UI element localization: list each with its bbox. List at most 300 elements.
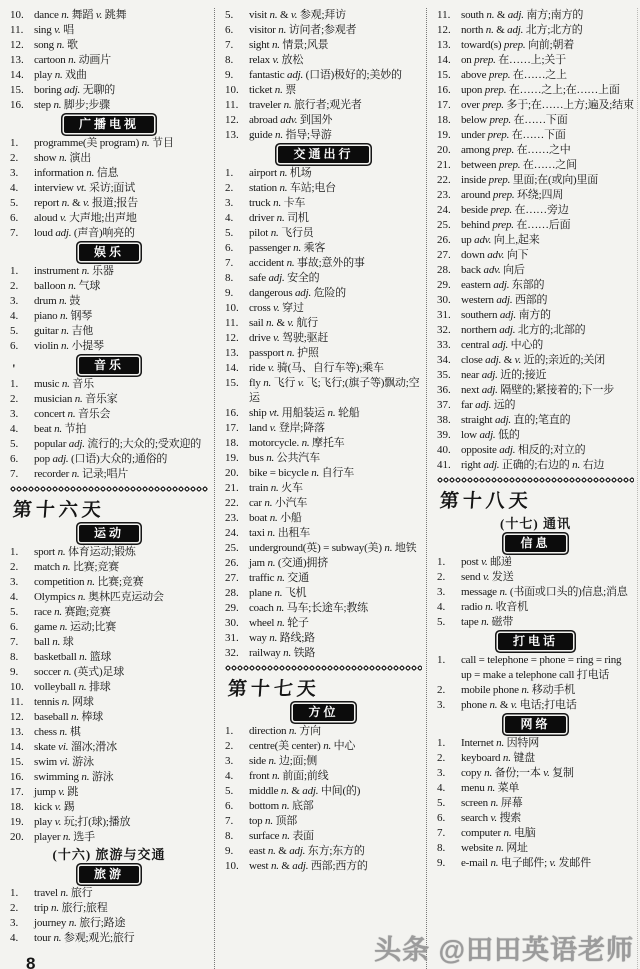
entry-number: 20. [225, 467, 239, 479]
entry-number: 5. [225, 785, 234, 797]
entry-number: 19. [225, 452, 239, 464]
vocab-list [10, 886, 208, 946]
vocab-list [10, 377, 208, 482]
vocab-entry: 8. basketball n. 篮球 [10, 651, 112, 663]
vocab-entry: 6. visitor n. 访问者;参观者 [225, 24, 357, 36]
vocab-entry: 6. violin n. 小提琴 [10, 340, 104, 352]
section-header-row [437, 716, 634, 733]
vocab-entry: 23. boat n. 小船 [225, 512, 302, 524]
vocab-entry: 6. search v. 搜索 [437, 812, 522, 824]
entry-number: 3. [225, 197, 234, 209]
entry-number: 9. [225, 69, 234, 81]
wavy-divider [225, 665, 422, 671]
vocab-entry: 3. information n. 信息 [10, 167, 119, 179]
entry-number: 3. [225, 755, 234, 767]
section-header-row [10, 866, 208, 883]
vocab-entry: 2. keyboard n. 键盘 [437, 752, 535, 764]
vocab-list [10, 136, 208, 241]
entry-number: 5. [10, 197, 19, 209]
section-header-row [225, 146, 422, 163]
vocab-entry: 9. fantastic adj. (口语)极好的;美妙的 [225, 69, 402, 81]
vocab-entry: 15. fly n. 飞行 v. 飞;飞行;(旗子等)飘动;空运 [225, 377, 420, 404]
vocab-entry: 2. trip n. 旅行;旅程 [10, 902, 108, 914]
entry-number: 15. [437, 69, 451, 81]
vocab-entry: 1. travel n. 旅行 [10, 887, 93, 899]
vocab-entry: 7. accident n. 事故;意外的事 [225, 257, 365, 269]
section-badge: 方位 [293, 704, 353, 721]
section-header-row [10, 244, 208, 261]
entry-number: 1. [225, 167, 234, 179]
vocab-entry: 21. between prep. 在……之间 [437, 159, 577, 171]
section-badge: 娱乐 [79, 244, 139, 261]
entry-number: 9. [10, 666, 19, 678]
entry-number: 6. [10, 621, 19, 633]
vocab-entry: 18. below prep. 在……下面 [437, 114, 568, 126]
vocab-entry: 5. report n. & v. 报道;报告 [10, 197, 139, 209]
vocab-entry: 40. opposite adj. 相反的;对立的 [437, 444, 586, 456]
entry-number: 1. [437, 654, 446, 666]
vocab-entry: 22. inside prep. 里面;在(或向)里面 [437, 174, 599, 186]
entry-number: 3. [437, 767, 446, 779]
entry-number: 5. [10, 606, 19, 618]
vocab-entry: 3. side n. 边;面;侧 [225, 755, 318, 767]
section-badge: 打电话 [498, 633, 573, 650]
vocab-list [437, 8, 634, 473]
vocab-entry: 22. car n. 小汽车 [225, 497, 308, 509]
section-badge: 网络 [505, 716, 565, 733]
vocab-entry: 18. kick v. 踢 [10, 801, 75, 813]
vocab-entry: 21. train n. 火车 [225, 482, 303, 494]
vocab-entry: 24. beside prep. 在……旁边 [437, 204, 569, 216]
vocab-entry: 9. east n. & adj. 东方;东方的 [225, 845, 365, 857]
vocab-entry: 20. bike = bicycle n. 自行车 [225, 467, 355, 479]
entry-number: 23. [437, 189, 451, 201]
entry-number: 7. [10, 227, 19, 239]
vocab-list [225, 8, 422, 143]
entry-number: 6. [10, 212, 19, 224]
entry-number: 13. [225, 129, 239, 141]
entry-number: 6. [10, 453, 19, 465]
vocab-entry: 19. bus n. 公共汽车 [225, 452, 320, 464]
entry-number: 17. [10, 786, 24, 798]
entry-number: 5. [225, 9, 234, 21]
vocab-entry: 5. pilot n. 飞行员 [225, 227, 314, 239]
vocab-entry: 35. near adj. 近的;接近 [437, 369, 547, 381]
vocab-entry: 12. north n. & adj. 北方;北方的 [437, 24, 583, 36]
vocab-entry: 12. song n. 歌 [10, 39, 78, 51]
entry-number: 26. [225, 557, 239, 569]
vocab-entry: 12. baseball n. 棒球 [10, 711, 104, 723]
entry-number: 31. [437, 309, 451, 321]
vocab-entry: 25. behind prep. 在……后面 [437, 219, 571, 231]
vocab-entry: 17. jump v. 跳 [10, 786, 79, 798]
vocab-entry: 10. cross v. 穿过 [225, 302, 304, 314]
vocab-entry: 4. beat n. 节拍 [10, 423, 87, 435]
vocab-entry: 9. soccer n. (英式)足球 [10, 666, 125, 678]
vocab-entry: 6. aloud v. 大声地;出声地 [10, 212, 137, 224]
column-left [6, 8, 214, 969]
vocab-entry: 38. straight adj. 直的;笔直的 [437, 414, 571, 426]
vocab-entry: 32. railway n. 铁路 [225, 647, 316, 659]
vocab-entry: 5. middle n. & adj. 中间(的) [225, 785, 361, 797]
entry-number: 15. [10, 84, 24, 96]
entry-number: 7. [225, 257, 234, 269]
vocab-entry: 11. tennis n. 网球 [10, 696, 94, 708]
vocab-entry: 37. far adj. 远的 [437, 399, 516, 411]
vocab-entry: 30. wheel n. 轮子 [225, 617, 309, 629]
vocab-entry: 9. dangerous adj. 危险的 [225, 287, 346, 299]
vocab-entry: 5. popular adj. 流行的;大众的;受欢迎的 [10, 438, 202, 450]
vocab-entry: 13. passport n. 护照 [225, 347, 319, 359]
vocab-entry: 2. show n. 演出 [10, 152, 92, 164]
section-header-row [225, 704, 422, 721]
entry-number: 7. [10, 468, 19, 480]
vocab-entry: 9. e-mail n. 电子邮件; v. 发邮件 [437, 857, 591, 869]
vocab-entry: 5. guitar n. 吉他 [10, 325, 94, 337]
vocab-entry: 8. relax v. 放松 [225, 54, 304, 66]
vocab-entry: 5. visit n. & v. 参观;拜访 [225, 9, 346, 21]
vocab-entry: 17. over prep. 多于;在……上方;遍及;结束 [437, 99, 634, 111]
section-header-row [10, 116, 208, 133]
vocab-entry: 7. loud adj. (声音)响亮的 [10, 227, 135, 239]
entry-number: 14. [10, 69, 24, 81]
entry-number: 22. [225, 497, 239, 509]
section-header-row [437, 535, 634, 552]
sub-header: (十七) 通讯 [500, 516, 571, 531]
entry-number: 12. [10, 39, 24, 51]
entry-number: 16. [10, 99, 24, 111]
entry-number: 3. [10, 576, 19, 588]
vocab-entry: 12. drive v. 驾驶;驱赶 [225, 332, 329, 344]
page-number: 8 [26, 954, 36, 969]
entry-number: 13. [10, 726, 24, 738]
entry-number: 39. [437, 429, 451, 441]
vocab-entry: 7. top n. 顶部 [225, 815, 298, 827]
vocab-entry: 30. western adj. 西部的 [437, 294, 548, 306]
entry-number: 2. [10, 152, 19, 164]
vocab-list [437, 653, 634, 713]
vocab-entry: 6. pop adj. (口语)大众的;通俗的 [10, 453, 168, 465]
entry-number: 16. [437, 84, 451, 96]
section-header-row [10, 525, 208, 542]
vocab-entry: 6. passenger n. 乘客 [225, 242, 326, 254]
vocab-entry: 4. menu n. 菜单 [437, 782, 520, 794]
vocab-list [10, 264, 208, 354]
vocab-list [437, 736, 634, 871]
vocab-entry: 26. up adv. 向上,起来 [437, 234, 540, 246]
entry-number: 11. [10, 24, 24, 36]
vocab-entry: 25. underground(英) = subway(美) n. 地铁 [225, 542, 417, 554]
entry-number: 2. [10, 393, 19, 405]
vocab-entry: 7. recorder n. 记录;唱片 [10, 468, 129, 480]
vocab-entry: 11. south n. & adj. 南方;南方的 [437, 9, 584, 21]
vocab-entry: 39. low adj. 低的 [437, 429, 520, 441]
vocab-entry: 16. upon prep. 在……之上;在……上面 [437, 84, 620, 96]
entry-number: 10. [225, 84, 239, 96]
vocab-entry: 15. above prep. 在……之上 [437, 69, 567, 81]
vocab-entry: 13. toward(s) prep. 向前;朝着 [437, 39, 575, 51]
entry-number: 36. [437, 384, 451, 396]
vocab-entry: 1. programme(美 program) n. 节目 [10, 137, 174, 149]
vocab-list [225, 724, 422, 874]
entry-number: 6. [225, 800, 234, 812]
vocab-entry: 8. safe adj. 安全的 [225, 272, 320, 284]
entry-number: 40. [437, 444, 451, 456]
entry-number: 11. [225, 317, 239, 329]
vocab-entry: 2. balloon n. 气球 [10, 280, 101, 292]
vocab-entry: 3. competition n. 比赛;竞赛 [10, 576, 144, 588]
entry-number: 8. [225, 54, 234, 66]
vocab-entry: 26. jam n. (交通)拥挤 [225, 557, 329, 569]
vocab-entry: 8. website n. 网址 [437, 842, 528, 854]
entry-number: 3. [437, 586, 446, 598]
vocab-entry: 3. journey n. 旅行;路途 [10, 917, 126, 929]
entry-number: 6. [225, 242, 234, 254]
entry-number: 8. [225, 272, 234, 284]
vocab-entry: 3. truck n. 卡车 [225, 197, 306, 209]
stray-mark: ' [12, 361, 16, 376]
entry-number: 1. [10, 137, 19, 149]
vocab-list [437, 555, 634, 630]
entry-number: 28. [225, 587, 239, 599]
entry-number: 6. [437, 812, 446, 824]
entry-number: 5. [437, 797, 446, 809]
entry-number: 7. [437, 827, 446, 839]
entry-number: 2. [10, 280, 19, 292]
vocab-entry: 3. phone n. & v. 电话;打电话 [437, 699, 577, 711]
entry-number: 13. [437, 39, 451, 51]
entry-number: 10. [10, 681, 24, 693]
vocab-entry: 14. on prep. 在……上;关于 [437, 54, 566, 66]
entry-number: 21. [225, 482, 239, 494]
vocab-entry: 16. ship vt. 用船装运 n. 轮船 [225, 407, 360, 419]
section-badge: 信息 [505, 535, 565, 552]
entry-number: 10. [225, 302, 239, 314]
entry-number: 15. [225, 377, 239, 389]
day-header: 第十八天 [439, 491, 533, 512]
vocab-entry: 10. dance n. 舞蹈 v. 跳舞 [10, 9, 127, 21]
vocab-entry: 15. boring adj. 无聊的 [10, 84, 116, 96]
vocab-entry: 4. tour n. 参观;观光;旅行 [10, 932, 135, 944]
entry-number: 5. [225, 227, 234, 239]
entry-number: 9. [225, 845, 234, 857]
vocab-entry: 4. driver n. 司机 [225, 212, 309, 224]
vocab-entry: 2. mobile phone n. 移动手机 [437, 684, 575, 696]
vocab-entry: 4. Olympics n. 奥林匹克运动会 [10, 591, 164, 603]
vocab-entry: 19. play v. 玩;打(球);播放 [10, 816, 131, 828]
vocab-entry: 13. guide n. 指导;导游 [225, 129, 332, 141]
entry-number: 14. [225, 362, 239, 374]
entry-number: 37. [437, 399, 451, 411]
vocab-entry: 23. around prep. 环绕;四周 [437, 189, 564, 201]
vocab-list [10, 545, 208, 845]
vocab-entry: 32. northern adj. 北方的;北部的 [437, 324, 586, 336]
vocab-entry: 28. back adv. 向后 [437, 264, 525, 276]
entry-number: 27. [225, 572, 239, 584]
vocab-entry: 2. musician n. 音乐家 [10, 393, 118, 405]
entry-number: 20. [437, 144, 451, 156]
entry-number: 4. [225, 770, 234, 782]
entry-number: 5. [437, 616, 446, 628]
entry-number: 1. [10, 265, 19, 277]
vocab-entry: 1. direction n. 方向 [225, 725, 321, 737]
vocab-entry: 11. traveler n. 旅行者;观光者 [225, 99, 362, 111]
entry-number: 28. [437, 264, 451, 276]
entry-number: 7. [10, 636, 19, 648]
vocab-entry: 20. among prep. 在……之中 [437, 144, 571, 156]
vocab-entry: 1. sport n. 体育运动;锻炼 [10, 546, 136, 558]
entry-number: 22. [437, 174, 451, 186]
vocab-entry: 28. plane n. 飞机 [225, 587, 307, 599]
entry-number: 2. [10, 561, 19, 573]
entry-number: 30. [437, 294, 451, 306]
entry-number: 2. [10, 902, 19, 914]
vocab-entry: 13. cartoon n. 动画片 [10, 54, 111, 66]
entry-number: 32. [225, 647, 239, 659]
vocab-entry: 1. instrument n. 乐器 [10, 265, 114, 277]
vocab-entry: 5. screen n. 屏幕 [437, 797, 523, 809]
entry-number: 7. [225, 39, 234, 51]
entry-number: 8. [225, 830, 234, 842]
vocab-entry: 2. send v. 发送 [437, 571, 514, 583]
entry-number: 1. [437, 737, 446, 749]
vocab-entry: 2. match n. 比赛;竞赛 [10, 561, 119, 573]
vocab-entry: 6. game n. 运动;比赛 [10, 621, 117, 633]
vocab-entry: 14. ride v. 骑(马、自行车等);乘车 [225, 362, 384, 374]
vocab-entry: 36. next adj. 隔壁的;紧接着的;下一步 [437, 384, 614, 396]
entry-number: 17. [437, 99, 451, 111]
entry-number: 9. [225, 287, 234, 299]
vocab-entry: 5. race n. 赛跑;竞赛 [10, 606, 111, 618]
vocab-entry: 3. drum n. 鼓 [10, 295, 81, 307]
entry-number: 7. [225, 815, 234, 827]
entry-number: 3. [10, 408, 19, 420]
vocab-entry: 18. motorcycle. n. 摩托车 [225, 437, 345, 449]
entry-number: 24. [437, 204, 451, 216]
vocab-entry: 3. copy n. 备份;一本 v. 复制 [437, 767, 574, 779]
entry-number: 6. [225, 24, 234, 36]
entry-number: 2. [225, 740, 234, 752]
entry-number: 18. [10, 801, 24, 813]
entry-number: 25. [225, 542, 239, 554]
section-header-row [437, 633, 634, 650]
entry-number: 4. [10, 423, 19, 435]
entry-number: 3. [10, 917, 19, 929]
entry-number: 27. [437, 249, 451, 261]
entry-number: 14. [10, 741, 24, 753]
vocab-entry: 1. music n. 音乐 [10, 378, 94, 390]
entry-number: 32. [437, 324, 451, 336]
entry-number: 34. [437, 354, 451, 366]
entry-number: 4. [437, 601, 446, 613]
vocab-entry: 10. ticket n. 票 [225, 84, 297, 96]
section-badge: 交通出行 [278, 146, 368, 163]
entry-number: 23. [225, 512, 239, 524]
vocab-entry: 7. computer n. 电脑 [437, 827, 536, 839]
section-badge: 音乐 [79, 357, 139, 374]
vocab-entry: 3. message n. (书面或口头的)信息;消息 [437, 586, 628, 598]
entry-number: 4. [437, 782, 446, 794]
entry-number: 1. [10, 887, 19, 899]
entry-number: 31. [225, 632, 239, 644]
vocab-entry: 27. traffic n. 交通 [225, 572, 309, 584]
vocab-entry: 14. play n. 戏曲 [10, 69, 87, 81]
entry-number: 10. [10, 9, 24, 21]
section-badge: 运动 [79, 525, 139, 542]
entry-number: 2. [225, 182, 234, 194]
vocab-entry: 4. piano n. 钢琴 [10, 310, 93, 322]
vocab-entry: 29. eastern adj. 东部的 [437, 279, 545, 291]
entry-number: 38. [437, 414, 451, 426]
vocab-entry: 5. tape n. 磁带 [437, 616, 514, 628]
vocab-entry: 13. chess n. 棋 [10, 726, 81, 738]
entry-number: 18. [225, 437, 239, 449]
entry-number: 1. [10, 546, 19, 558]
wavy-divider [437, 477, 634, 483]
entry-number: 4. [225, 212, 234, 224]
vocab-entry: 4. front n. 前面;前线 [225, 770, 329, 782]
vocab-entry: 1. post v. 邮递 [437, 556, 512, 568]
entry-number: 16. [225, 407, 239, 419]
vocab-entry: 2. centre(美 center) n. 中心 [225, 740, 356, 752]
section-badge: 广播电视 [64, 116, 154, 133]
vocab-entry: 17. land v. 登岸;降落 [225, 422, 325, 434]
entry-number: 24. [225, 527, 239, 539]
vocab-entry: 6. bottom n. 底部 [225, 800, 314, 812]
vocab-entry: 7. sight n. 情景;风景 [225, 39, 329, 51]
entry-number: 13. [10, 54, 24, 66]
day-header: 第十七天 [227, 679, 321, 700]
entry-number: 15. [10, 756, 24, 768]
entry-number: 26. [437, 234, 451, 246]
vocab-entry: 8. surface n. 表面 [225, 830, 314, 842]
entry-number: 6. [10, 340, 19, 352]
vocab-list [10, 8, 208, 113]
entry-number: 5. [10, 438, 19, 450]
vocab-entry: 15. swim vi. 游泳 [10, 756, 94, 768]
vocab-list [225, 166, 422, 661]
entry-number: 8. [437, 842, 446, 854]
entry-number: 13. [225, 347, 239, 359]
entry-number: 3. [10, 295, 19, 307]
entry-number: 12. [437, 24, 451, 36]
entry-number: 10. [225, 860, 239, 872]
entry-number: 11. [437, 9, 451, 21]
entry-number: 29. [225, 602, 239, 614]
vocab-entry: 10. west n. & adj. 西部;西方的 [225, 860, 368, 872]
entry-number: 12. [225, 332, 239, 344]
vocab-entry: 31. way n. 路线;路 [225, 632, 315, 644]
entry-number: 30. [225, 617, 239, 629]
entry-number: 25. [437, 219, 451, 231]
entry-number: 33. [437, 339, 451, 351]
sub-header: (十六) 旅游与交通 [52, 847, 166, 862]
vocab-entry: 16. swimming n. 游泳 [10, 771, 114, 783]
entry-number: 19. [10, 816, 24, 828]
entry-number: 20. [10, 831, 24, 843]
entry-number: 19. [437, 129, 451, 141]
vocab-entry: 29. coach n. 马车;长途车;教练 [225, 602, 368, 614]
vocab-entry: 2. station n. 车站;电台 [225, 182, 336, 194]
entry-number: 12. [10, 711, 24, 723]
entry-number: 4. [10, 182, 19, 194]
entry-number: 1. [225, 725, 234, 737]
entry-number: 14. [437, 54, 451, 66]
entry-number: 2. [437, 571, 446, 583]
entry-number: 3. [10, 167, 19, 179]
vocab-entry: 4. interview vt. 采访;面试 [10, 182, 136, 194]
vocab-entry: 34. close adj. & v. 近的;亲近的;关闭 [437, 354, 605, 366]
